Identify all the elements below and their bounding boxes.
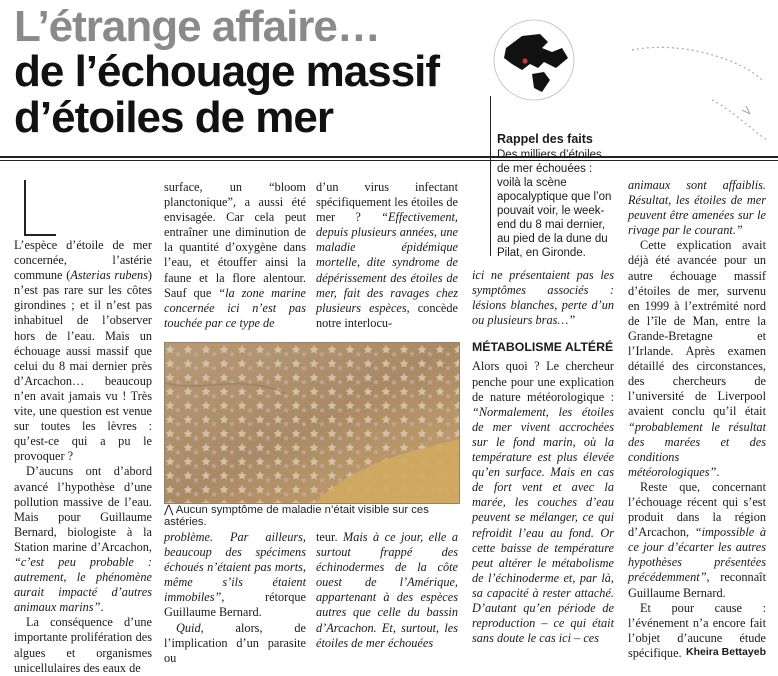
starfish-beach-image xyxy=(165,343,459,503)
quote: “c’est peu probable : autrement, le phénomène aurait impacté d’autres animaux marins” xyxy=(14,554,152,615)
header-rule xyxy=(0,156,778,158)
header-rule-thin xyxy=(0,160,778,161)
article-column-2-top: surface, un “bloom planctonique”, a aussi été envisagée. Car cela peut entraîner une diminution de la quantité d’oxygène dans l’eau, et étouffer ainsi la faune et la flore alentour. Sauf que “la zone marine concernée ici n’est pas touchée par ce type de xyxy=(164,180,306,330)
article-column-1: L’espèce d’étoile de mer concernée, l’astérie commune (Asterias rubens) n’est pas rare sur les côtes girondines ; et il n’est pas inhabituel de l’observer hors de l’eau. Mais un échouage aussi massif que celui du 8 mai dernier près d’Arcachon… beaucoup n’en avait jamais vu ! Très vite, une question est venue sur toutes les lèvres : qu’est-ce qui a pu le provoquer ? D’aucuns ont d’abord avancé l’hypothèse d’une pollution massive de l’eau. Mais pour Guillaume Bernard, biologiste à la Station marine d’Arcachon, “c’est peu probable : autrement, le phénomène aurait impacté d’autres animaux marins”. La conséquence d’une importante prolifération des algues et organismes unicellulaires des eaux de xyxy=(14,180,152,676)
world-map-icon xyxy=(492,18,576,102)
article-column-5: animaux sont affaiblis. Résultat, les étoiles de mer peuvent être amenées sur le rivage par le courant.” Cette explication avait déjà été avancée pour un autre échouage massif d’étoiles de mer, survenu en 1999 à l’extrémité nord de l’île de Man, entre la Grande-Bretagne et l’Irlande. Après examen détaillé des circonstances, des chercheurs de l’université de Liverpool avaient conclu qu’il était “probablement le résultat des marées et des conditions météorologiques”. Reste que, concernant l’échouage récent qui s’est produit dans la région d’Arcachon, “impossible à ce jour d’écarter les autres hypothèses présentées précédemment”, reconnaît Guillaume Bernard. Et pour cause : l’événement n’a encore fait l’objet d’aucune étude spécifique. xyxy=(628,178,767,660)
fact-box xyxy=(490,96,612,259)
headline-kicker: L’étrange affaire… xyxy=(14,2,380,51)
dotted-path-decoration xyxy=(622,40,772,150)
caption-triangle-icon: ⋀ xyxy=(164,504,174,516)
fact-box-title: Rappel des faits xyxy=(497,132,593,146)
headline-line-1: de l’échouage massif xyxy=(14,47,440,96)
article-column-3-top: d’un virus infectant spécifiquement les étoiles de mer ? “Effectivement, depuis plusieurs années, une maladie épidémique mortelle, dite syndrome de dépérissement des étoiles de mer, fait des ravages chez plusieurs espèces, concède notre interlocu- xyxy=(316,180,458,330)
photo-caption: ⋀ Aucun symptôme de maladie n’était visible sur ces astéries. xyxy=(164,504,429,528)
col1-text: ’espèce d’étoile de mer concernée, l’astérie commune ( xyxy=(14,238,152,283)
byline: Kheira Bettayeb xyxy=(686,646,766,658)
section-subhead: MÉTABOLISME ALTÉRÉ xyxy=(472,340,614,355)
drop-cap-bracket xyxy=(14,180,58,238)
species-name: Asterias rubens xyxy=(70,268,148,283)
article-column-4: ici ne présentaient pas les symptômes associés : lésions blanches, perte d’un ou plusieurs bras…” MÉTABOLISME ALTÉRÉ Alors quoi ? Le chercheur penche pour une explication de nature météorologique : “Normalement, les étoiles de mer vivent accrochées sur le fond marin, où la température est plus élevée qu’en surface. Mais en cas de fort vent et avec la marée, les couches d’eau peuvent se mélanger, ce qui refroidit l’eau au fond. Or cette baisse de température peut altérer le métabolisme de l’échinoderme et, par là, sa capacité à rester attaché. D’autant qu’en période de reproduction – ce qui était sans doute le cas ici – ces xyxy=(472,268,614,646)
article-column-3-bottom: teur. Mais à ce jour, elle a surtout frappé des échinodermes de la côte ouest de l’Amérique, appartenant à des espèces autres que celle du bassin d’Arcachon. Et, surtout, les étoiles de mer échouées xyxy=(316,530,458,650)
fact-box-body: Des milliers d’étoiles de mer échouées : voilà la scène apocalyptique que l’on pouvait voir, le week-end du 8 mai dernier, au pied de la dune du Pilat, en Gironde. xyxy=(497,149,612,259)
headline-line-2: d’étoiles de mer xyxy=(14,93,334,142)
starfish-photo xyxy=(164,342,460,504)
article-column-2-bottom: problème. Par ailleurs, beaucoup des spécimens échoués n’étaient pas morts, même s’ils étaient immobiles”, rétorque Guillaume Bernard. Quid, alors, de l’implication d’un parasite ou xyxy=(164,530,306,665)
